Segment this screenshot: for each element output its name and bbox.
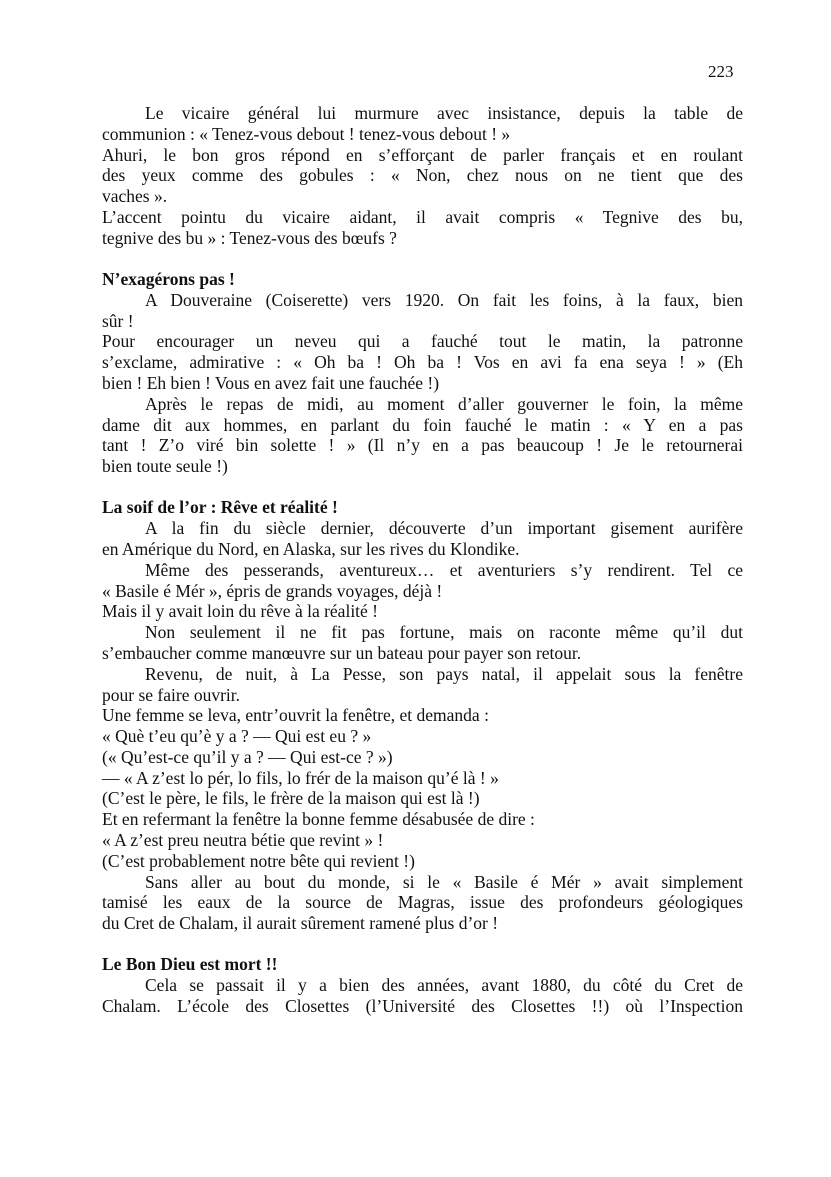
paragraph-gap xyxy=(102,477,743,497)
text-line: tant ! Z’o viré bin solette ! » (Il n’y en a pas beaucoup ! Je le retournerai xyxy=(102,435,743,456)
text-line: des yeux comme des gobules : « Non, chez nous on ne tient que des xyxy=(102,165,743,186)
text-line: bien ! Eh bien ! Vous en avez fait une fauchée !) xyxy=(102,372,440,393)
text-line: A Douveraine (Coiserette) vers 1920. On fait les foins, à la faux, bien xyxy=(145,289,743,310)
paragraph-gap xyxy=(102,934,743,954)
text-line: Ahuri, le bon gros répond en s’efforçant de parler français et en roulant xyxy=(102,144,743,165)
text-line: Sans aller au bout du monde, si le « Basile é Mér » avait simplement xyxy=(145,871,743,892)
text-line: Revenu, de nuit, à La Pesse, son pays natal, il appelait sous la fenêtre xyxy=(145,663,743,684)
text-line: sûr ! xyxy=(102,310,134,331)
text-line: bien toute seule !) xyxy=(102,456,228,477)
text-line: s’exclame, admirative : « Oh ba ! Oh ba ! Vos en avi fa ena seya ! » (Eh xyxy=(102,352,743,373)
text-line: dame dit aux hommes, en parlant du foin fauché le matin : « Y en a pas xyxy=(102,414,743,435)
text-line: Même des pesserands, aventureux… et aventuriers s’y rendirent. Tel ce xyxy=(145,559,743,580)
text-line: Cela se passait il y a bien des années, avant 1880, du côté du Cret de xyxy=(145,975,743,996)
page-body xyxy=(102,103,743,1017)
text-line: s’embaucher comme manœuvre sur un bateau pour payer son retour. xyxy=(102,642,582,663)
page-number: 223 xyxy=(708,62,734,81)
text-line: Non seulement il ne fit pas fortune, mais on raconte même qu’il dut xyxy=(145,622,743,643)
section-heading: N’exagérons pas ! xyxy=(102,268,235,289)
text-line: « A z’est preu neutra bétie que revint » ! xyxy=(102,830,384,851)
text-line: L’accent pointu du vicaire aidant, il avait compris « Tegnive des bu, xyxy=(102,206,743,227)
text-line: Pour encourager un neveu qui a fauché tout le matin, la patronne xyxy=(102,331,743,352)
text-line: Et en refermant la fenêtre la bonne femme désabusée de dire : xyxy=(102,809,535,830)
text-line: (C’est le père, le fils, le frère de la maison qui est là !) xyxy=(102,788,480,809)
text-line: du Cret de Chalam, il aurait sûrement ramené plus d’or ! xyxy=(102,913,499,934)
text-line: Le vicaire général lui murmure avec insistance, depuis la table de xyxy=(145,103,743,123)
text-line: tamisé les eaux de la source de Magras, issue des profondeurs géologiques xyxy=(102,892,743,913)
text-line: — « A z’est lo pér, lo fils, lo frér de la maison qu’é là ! » xyxy=(102,767,499,788)
section-heading: La soif de l’or : Rêve et réalité ! xyxy=(102,497,338,518)
text-line: « Basile é Mér », épris de grands voyages, déjà ! xyxy=(102,580,443,601)
paragraph-gap xyxy=(102,249,743,269)
text-line: « Què t’eu qu’è y a ? — Qui est eu ? » xyxy=(102,726,372,747)
text-line: communion : « Tenez-vous debout ! tenez-vous debout ! » xyxy=(102,123,511,144)
text-line: tegnive des bu » : Tenez-vous des bœufs ? xyxy=(102,227,397,248)
text-line: (C’est probablement notre bête qui revient !) xyxy=(102,850,415,871)
section-heading: Le Bon Dieu est mort !! xyxy=(102,954,278,975)
text-line: Après le repas de midi, au moment d’aller gouverner le foin, la même xyxy=(145,393,743,414)
text-line: en Amérique du Nord, en Alaska, sur les rives du Klondike. xyxy=(102,538,520,559)
text-line: Chalam. L’école des Closettes (l’Université des Closettes !!) où l’Inspection xyxy=(102,996,743,1017)
text-line: Une femme se leva, entr’ouvrit la fenêtre, et demanda : xyxy=(102,705,489,726)
text-line: (« Qu’est-ce qu’il y a ? — Qui est-ce ? ») xyxy=(102,746,393,767)
text-line: Mais il y avait loin du rêve à la réalité ! xyxy=(102,601,379,622)
text-line: A la fin du siècle dernier, découverte d’un important gisement aurifère xyxy=(145,518,743,539)
text-line: pour se faire ouvrir. xyxy=(102,684,241,705)
text-line: vaches ». xyxy=(102,186,168,207)
